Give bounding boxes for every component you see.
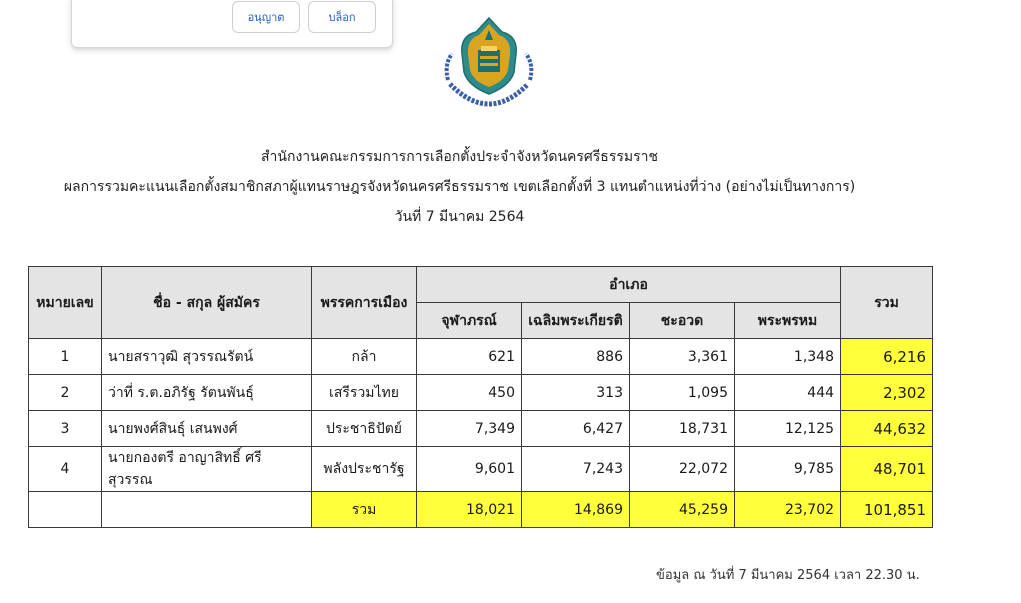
col-header-district: จุฬาภรณ์ [417,303,522,339]
district-votes: 9,785 [735,447,841,492]
candidate-total: 6,216 [841,339,933,375]
sum-district-votes: 14,869 [522,492,630,528]
results-table [28,266,933,528]
sum-district-votes: 18,021 [417,492,522,528]
col-header-name: ชื่อ - สกุล ผู้สมัคร [102,267,312,339]
report-title: ผลการรวมคะแนนเลือกตั้งสมาชิกสภาผู้แทนราษฎรจังหวัดนครศรีธรรมราช เขตเลือกตั้งที่ 3 แทนตำแหน่งที่ว่าง (อย่างไม่เป็นทางการ) [63,179,856,195]
candidate-number: 4 [29,447,102,492]
col-header-total: รวม [841,267,933,339]
district-votes: 444 [735,375,841,411]
district-votes: 1,348 [735,339,841,375]
candidate-total: 2,302 [841,375,933,411]
sum-district-votes: 45,259 [630,492,735,528]
grand-total: 101,851 [841,492,933,528]
allow-button[interactable]: อนุญาต [232,1,300,33]
candidate-number: 3 [29,411,102,447]
candidate-total: 44,632 [841,411,933,447]
district-votes: 7,243 [522,447,630,492]
col-header-district: พระพรหม [735,303,841,339]
permission-popup [71,0,393,48]
district-votes: 22,072 [630,447,735,492]
data-timestamp-note: ข้อมูล ณ วันที่ 7 มีนาคม 2564 เวลา 22.30 น. [656,568,920,583]
organization-title: สำนักงานคณะกรรมการการเลือกตั้งประจำจังหวัดนครศรีธรรมราช [261,149,658,165]
district-votes: 3,361 [630,339,735,375]
sum-empty-cell [29,492,102,528]
candidate-name: ว่าที่ ร.ต.อภิรัฐ รัตนพันธุ์ [102,375,312,411]
district-votes: 450 [417,375,522,411]
block-button[interactable]: บล็อก [308,1,376,33]
sum-row [29,492,933,528]
ect-emblem-icon [440,14,538,114]
district-votes: 12,125 [735,411,841,447]
col-header-district: เฉลิมพระเกียรติ [522,303,630,339]
table-row [29,447,933,492]
district-votes: 6,427 [522,411,630,447]
sum-label: รวม [312,492,417,528]
district-votes: 621 [417,339,522,375]
table-row [29,339,933,375]
candidate-party: ประชาธิปัตย์ [312,411,417,447]
candidate-number: 1 [29,339,102,375]
district-votes: 886 [522,339,630,375]
report-date: วันที่ 7 มีนาคม 2564 [394,209,525,225]
table-row [29,411,933,447]
candidate-name: นายพงศ์สินธุ์ เสนพงศ์ [102,411,312,447]
candidate-name: นายกองตรี อาญาสิทธิ์ ศรีสุวรรณ [102,447,312,492]
candidate-party: เสรีรวมไทย [312,375,417,411]
table-row [29,375,933,411]
col-header-number: หมายเลข [29,267,102,339]
col-header-party: พรรคการเมือง [312,267,417,339]
candidate-party: กล้า [312,339,417,375]
district-votes: 7,349 [417,411,522,447]
sum-empty-cell [102,492,312,528]
candidate-name: นายสราวุฒิ สุวรรณรัตน์ [102,339,312,375]
district-votes: 1,095 [630,375,735,411]
candidate-party: พลังประชารัฐ [312,447,417,492]
candidate-number: 2 [29,375,102,411]
candidate-total: 48,701 [841,447,933,492]
col-header-district-group: อำเภอ [417,267,841,303]
district-votes: 313 [522,375,630,411]
col-header-district: ชะอวด [630,303,735,339]
district-votes: 9,601 [417,447,522,492]
district-votes: 18,731 [630,411,735,447]
sum-district-votes: 23,702 [735,492,841,528]
